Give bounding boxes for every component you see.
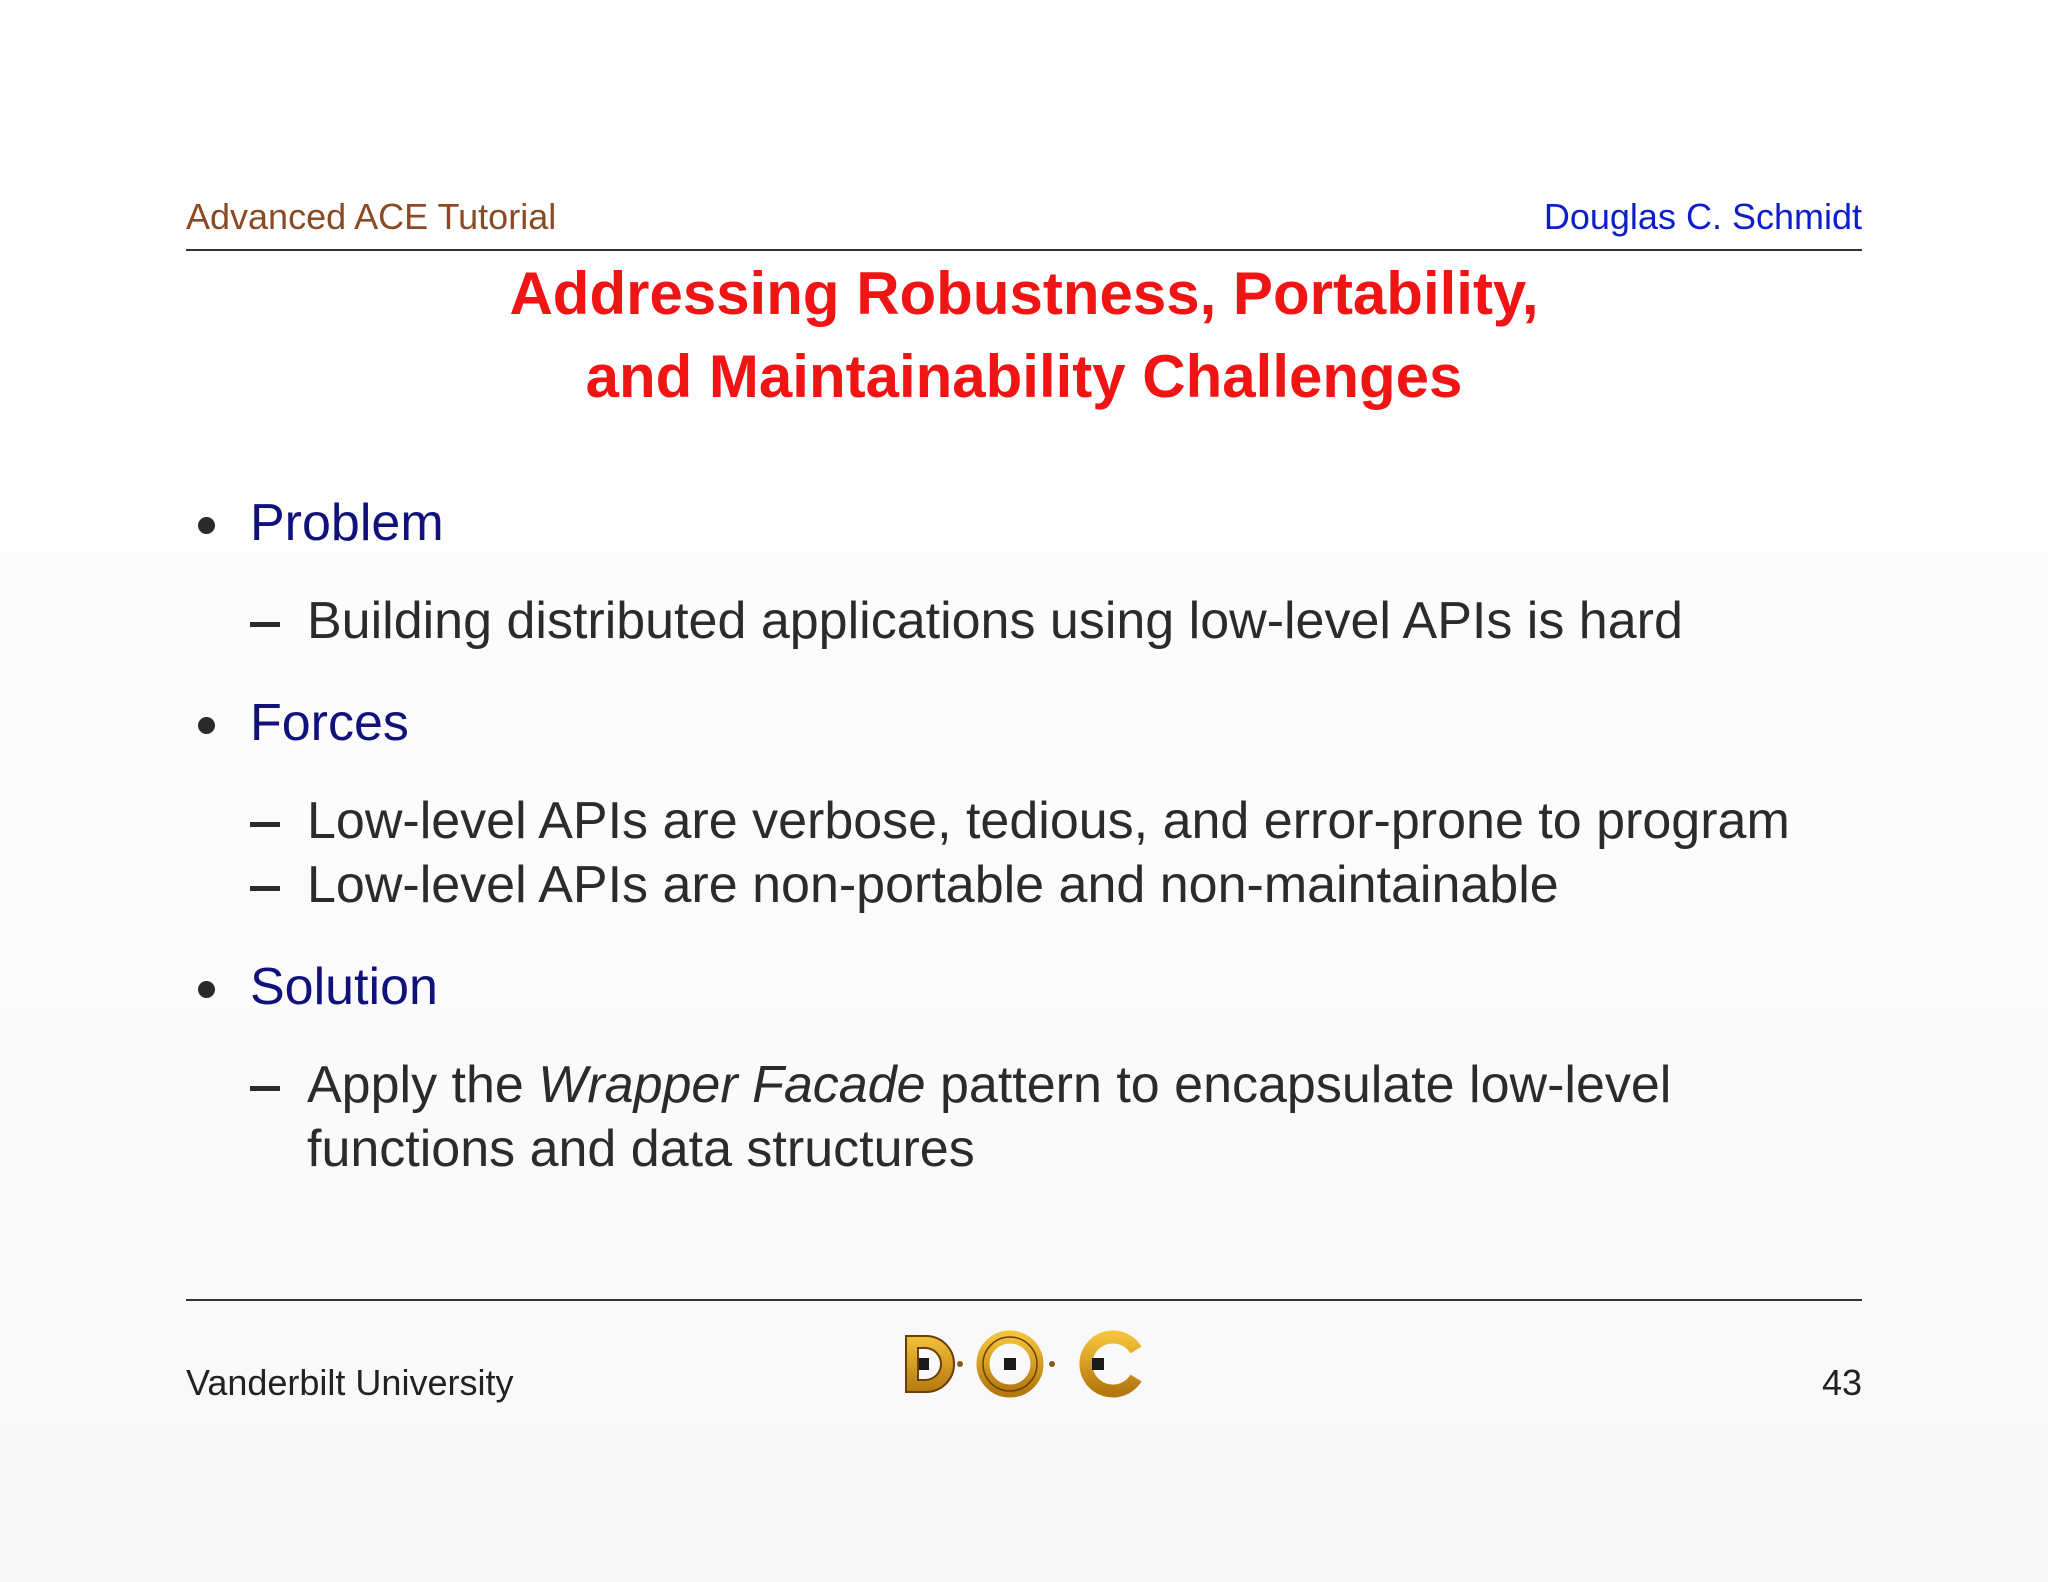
slide-title-line-1: Addressing Robustness, Portability, <box>509 260 1539 327</box>
sub-item-text: Building distributed applications using low-level APIs is hard <box>307 592 1683 650</box>
footer-institution: Vanderbilt University <box>186 1362 514 1403</box>
dash-icon <box>250 886 280 891</box>
page-number: 43 <box>1821 1362 1862 1403</box>
bullet-label: Solution <box>250 958 438 1016</box>
footer-divider <box>186 1299 1862 1301</box>
sub-item-text: Low-level APIs are verbose, tedious, and error-prone to program <box>307 792 1790 850</box>
header-author: Douglas C. Schmidt <box>1543 196 1862 237</box>
sub-item-text-line-2: functions and data structures <box>307 1120 975 1178</box>
bullet-dot-icon <box>198 981 215 998</box>
header-divider <box>186 249 1862 251</box>
sub-item-text-before: Apply the <box>307 1056 539 1114</box>
bullet-dot-icon <box>198 717 215 734</box>
doc-group-logo <box>900 1328 1150 1400</box>
sub-item-text: Low-level APIs are non-portable and non-maintainable <box>307 856 1559 914</box>
sub-item-text-after: pattern to encapsulate low-level <box>925 1056 1672 1114</box>
bullet-dot-icon <box>198 517 215 534</box>
dash-icon <box>250 622 280 627</box>
dash-icon <box>250 1086 280 1091</box>
slide-title <box>186 252 1862 418</box>
pattern-name: Wrapper Facade <box>538 1056 926 1114</box>
dash-icon <box>250 822 280 827</box>
bullet-label: Problem <box>250 494 444 552</box>
sub-item-text <box>307 1053 1671 1117</box>
header-course-title: Advanced ACE Tutorial <box>186 196 557 237</box>
slide-title-line-2: and Maintainability Challenges <box>585 343 1463 410</box>
bullet-label: Forces <box>250 694 409 752</box>
